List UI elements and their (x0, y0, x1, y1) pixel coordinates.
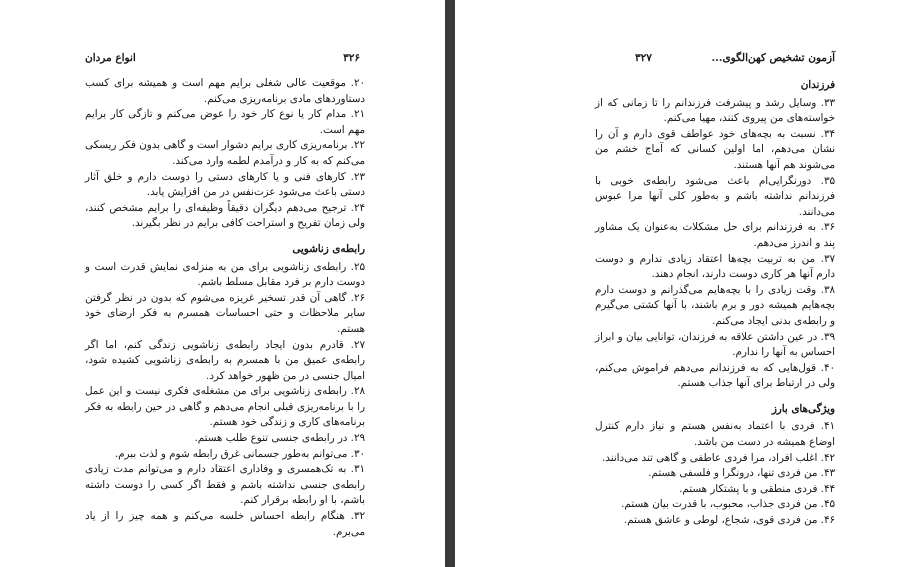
list-item: ۲۷. قادرم بدون ایجاد رابطه‌ی زناشویی زندگی کنم، اما اگر رابطه‌ی عمیق من با همسرم به رابطه‌ی زناشویی کشیده شود، امیال جنسی در من ظهور خواهد کرد. (85, 338, 365, 382)
section-heading: رابطه‌ی زناشویی (292, 242, 365, 255)
running-title: انواع مردان (85, 52, 136, 64)
list-item: ۴۶. من فردی قوی، شجاع، لوطی و عاشق هستم. (623, 514, 835, 527)
list-item: ۳۲. هنگام رابطه احساس خلسه می‌کنم و همه چیز را از یاد می‌برم. (85, 510, 365, 538)
list-item: ۲۹. در رابطه‌ی جنسی تنوع طلب هستم. (194, 432, 365, 445)
list-item: ۲۰. موقعیت عالی شغلی برایم مهم است و همیشه برای کسب دستاوردهای مادی برنامه‌ریزی می‌کنم. (85, 77, 366, 105)
list-item: ۴۰. قول‌هایی که به فرزندانم می‌دهم فراموش می‌کنم، ولی در ارتباط برای آنها جذاب هستم. (595, 361, 836, 390)
list-item: ۳۳. وسایل رشد و پیشرفت فرزندانم را تا زمانی که از خواسته‌های من پیروی کنند، مهیا می‌کنم. (595, 96, 836, 125)
list-item: ۲۴. ترجیح می‌دهم دیگران دقیقاً وظیفه‌ای را برایم مشخص کنند، ولی زمان تفریح و استراحت کافی برایم در نظر بگیرند. (85, 201, 365, 230)
right-page (455, 0, 900, 567)
section (85, 76, 365, 232)
section-heading: فرزندان (800, 79, 835, 91)
list-item: ۳۱. به تک‌همسری و وفاداری اعتقاد دارم و می‌توانم مدت زیادی رابطه‌ی جنسی نداشته باشم و فقط اگر کسی را دوست داشته باشم، با او رابطه برقرار کنم. (85, 463, 366, 507)
list-item: ۲۳. کارهای فنی و یا کارهای دستی را دوست دارم و خلق آثار دستی باعث می‌شود عزت‌نفس در من افزایش یابد. (85, 170, 366, 199)
list-item: ۴۲. اغلب افراد، مرا فردی عاطفی و گاهی تند می‌دانند. (602, 451, 835, 464)
right-page-body (595, 76, 835, 529)
section (85, 242, 365, 540)
list-item: ۴۳. من فردی تنها، درونگرا و فلسفی هستم. (648, 467, 835, 480)
list-item: ۳۹. در عین داشتن علاقه به فرزندان، توانایی بیان و ابراز احساس به آنها را ندارم. (595, 330, 836, 359)
page-number: ۳۲۶ (343, 52, 360, 64)
list-item: ۲۱. مدام کار یا نوع کار خود را عوض می‌کنم و تازگی کار برایم مهم است. (85, 108, 365, 136)
list-item: ۲۸. رابطه‌ی زناشویی برای من مشغله‌ی فکری نیست و این عمل را با برنامه‌ریزی قبلی انجام می‌دهم و گاهی در حین رابطه به فکر برنامه‌های کاری و زندگی خود هستم. (85, 385, 366, 429)
list-item: ۲۵. رابطه‌ی زناشویی برای من به منزله‌ی نمایش قدرت است و دوست دارم بر فرد مقابل مسلط باشم. (85, 260, 365, 289)
running-title: آزمون تشخیص کهن‌الگوی... (711, 52, 835, 64)
left-page-header (85, 50, 360, 66)
book-gutter (445, 0, 455, 567)
list-item: ۲۲. برنامه‌ریزی کاری برایم دشوار است و گاهی بدون فکر ریسکی می‌کنم که به کار و درآمدم لطمه وارد می‌کند. (85, 139, 366, 167)
list-item: ۳۵. دورنگرایی‌ام باعث می‌شود رابطه‌ی خوبی با فرزندانم نداشته باشم و به‌طور کلی آنها مرا عبوس می‌دانند. (595, 174, 835, 218)
list-item: ۳۰. می‌توانم به‌طور جسمانی غرق رابطه شوم و لذت ببرم. (114, 447, 365, 460)
left-page (0, 0, 445, 567)
list-item: ۳۶. به فرزندانم برای حل مشکلات به‌عنوان یک مشاور پند و اندرز می‌دهم. (595, 221, 836, 249)
page-number: ۳۲۷ (635, 52, 652, 64)
section (595, 78, 835, 392)
list-item: ۴۱. فردی با اعتماد به‌نفس هستم و نیاز دارم کنترل اوضاع همیشه در دست من باشد. (595, 420, 835, 449)
section-heading: ویژگی‌های بارز (771, 402, 835, 415)
list-item: ۳۷. من به تربیت بچه‌ها اعتقاد زیادی ندارم و دوست دارم آنها هر کاری دوست دارند، انجام دهند. (595, 252, 836, 281)
list-item: ۴۴. فردی منطقی و با پشتکار هستم. (679, 482, 835, 495)
left-page-body (85, 76, 365, 540)
list-item: ۲۶. گاهی آن قدر تسخیر غریزه می‌شوم که بدون در نظر گرفتن سایر ملاحظات و حتی احساسات همسرم به فکر ارضای خود هستم. (85, 291, 366, 335)
list-item: ۳۸. وقت زیادی را با بچه‌هایم می‌گذرانم و دوست دارم بچه‌هایم همیشه دور و برم باشند، با آنها کشتی می‌گیرم و رابطه‌ی بدنی ایجاد می‌کنم. (595, 283, 835, 327)
section (595, 402, 835, 529)
right-page-header (635, 50, 835, 66)
list-item: ۴۵. من فردی جذاب، محبوب، با قدرت بیان هستم. (621, 498, 835, 511)
list-item: ۳۴. نسبت به بچه‌های خود عواطف قوی دارم و آن را نشان می‌دهم، اما اولین کسانی که آماج خشم من می‌شوند هم آنها هستند. (595, 127, 836, 171)
